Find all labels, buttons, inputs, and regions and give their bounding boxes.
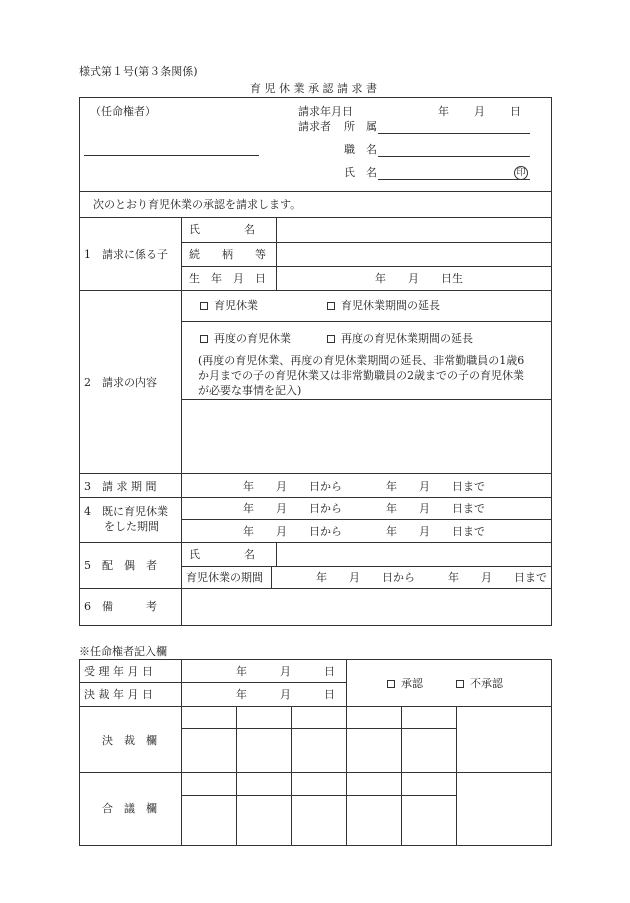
- child-birth-label: 生 年 月 日: [189, 272, 266, 285]
- option-label: 再度の育児休業: [214, 332, 291, 345]
- reason-note-line2: か月までの子の育児休業又は非常勤職員の2歳までの子の育児休業: [198, 369, 524, 382]
- past-period-1: 年 月 日から 年 月 日まで: [243, 502, 485, 515]
- spouse-name-label: 氏 名: [189, 548, 255, 561]
- name-label: 氏 名: [344, 166, 377, 179]
- checkbox-icon[interactable]: [327, 335, 335, 343]
- reason-field[interactable]: [182, 400, 551, 473]
- intro-text: 次のとおり育児休業の承認を請求します。: [93, 198, 302, 211]
- checkbox-icon[interactable]: [327, 302, 335, 310]
- section4-label-line1: 4 既に育児休業: [84, 505, 168, 518]
- checkbox-icon[interactable]: [200, 335, 208, 343]
- form-title: 育 児 休 業 承 認 請 求 書: [250, 82, 377, 95]
- option-label: 再度の育児休業期間の延長: [341, 332, 473, 345]
- spouse-period-label: 育児休業の期間: [186, 571, 263, 584]
- option-label: 育児休業: [214, 299, 258, 312]
- form-number: 様式第１号(第３条関係): [79, 65, 198, 78]
- request-date-label: 請求年月日: [298, 105, 353, 118]
- section3-label: 3 請 求 期 間: [84, 480, 157, 493]
- checkbox-icon[interactable]: [200, 302, 208, 310]
- request-date-month: 月: [474, 105, 485, 118]
- receipt-date-label: 受 理 年 月 日: [84, 665, 153, 678]
- position-field[interactable]: [378, 156, 530, 157]
- past-period-2: 年 月 日から 年 月 日まで: [243, 525, 485, 538]
- reason-note-line3: が必要な事情を記入): [198, 384, 302, 397]
- decision-column-label: 決 裁 欄: [102, 734, 157, 747]
- option-repeat-extension[interactable]: [327, 333, 473, 344]
- section5-label: 5 配 偶 者: [84, 559, 157, 572]
- authority-signature-line: [84, 155, 259, 156]
- consultation-column-label: 合 議 欄: [102, 802, 157, 815]
- option-childcare-leave[interactable]: [200, 300, 258, 311]
- remarks-field[interactable]: [182, 589, 551, 625]
- disapprove-label: 不承認: [470, 677, 503, 690]
- section4-label-line2: をした期間: [104, 520, 159, 533]
- spouse-period: 年 月 日から 年 月 日まで: [316, 571, 547, 584]
- checkbox-icon[interactable]: [456, 680, 464, 688]
- authority-section-heading: ※任命権者記入欄: [79, 645, 167, 658]
- section1-label: 1 請求に係る子: [84, 248, 168, 261]
- disapprove-option[interactable]: [456, 678, 503, 689]
- receipt-date-value: 年 月 日: [236, 665, 335, 678]
- approve-label: 承認: [401, 677, 423, 690]
- affiliation-field[interactable]: [378, 133, 530, 134]
- section2-label: 2 請求の内容: [84, 376, 157, 389]
- name-field[interactable]: [378, 179, 530, 180]
- position-label: 職 名: [344, 143, 377, 156]
- option-repeat-leave[interactable]: [200, 333, 291, 344]
- child-birth-value: 年 月 日生: [375, 272, 463, 285]
- checkbox-icon[interactable]: [387, 680, 395, 688]
- option-label: 育児休業期間の延長: [341, 299, 440, 312]
- approve-option[interactable]: [387, 678, 423, 689]
- requester-label: 請求者: [298, 120, 331, 133]
- child-name-label: 氏 名: [189, 223, 255, 236]
- request-date-year: 年: [438, 105, 449, 118]
- decision-date-value: 年 月 日: [236, 688, 335, 701]
- reason-note-line1: (再度の育児休業、再度の育児休業期間の延長、非常勤職員の1歳6: [198, 354, 525, 367]
- request-period: 年 月 日から 年 月 日まで: [243, 480, 485, 493]
- option-leave-extension[interactable]: [327, 300, 440, 311]
- decision-date-label: 決 裁 年 月 日: [84, 688, 153, 701]
- affiliation-label: 所 属: [344, 120, 377, 133]
- seal-mark: [514, 166, 528, 180]
- seal-label: 印: [516, 168, 526, 178]
- section6-label: 6 備 考: [84, 600, 157, 613]
- request-date-day: 日: [510, 105, 521, 118]
- authority-label: （任命権者）: [90, 105, 156, 118]
- child-relation-label: 続 柄 等: [189, 248, 266, 261]
